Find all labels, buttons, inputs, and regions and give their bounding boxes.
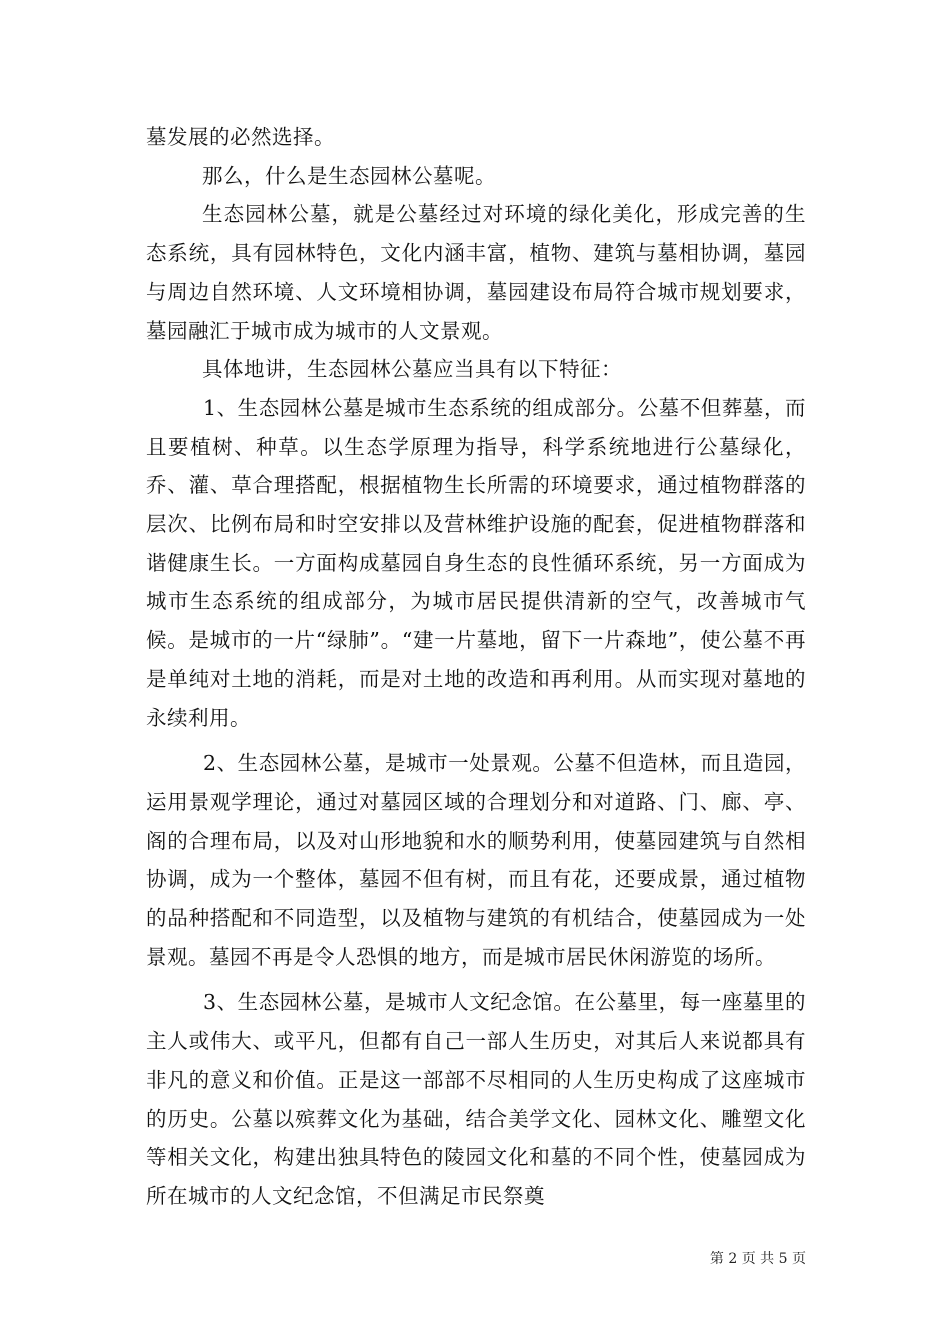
paragraph-features-intro: 具体地讲，生态园林公墓应当具有以下特征：	[202, 357, 622, 382]
paragraph-continuation: 墓发展的必然选择。	[146, 125, 335, 149]
page-number: 第 2 页 共 5 页	[709, 1251, 806, 1267]
body-text	[146, 118, 806, 1216]
paragraph-feature-2: 2、生态园林公墓，是城市一处景观。公墓不但造林，而且造园，运用景观学理论，通过对墓园区域的合理划分和对道路、门、廊、亭、阁的合理布局，以及对山形地貌和水的顺势利用，使墓园建筑与自然相协调，成为一个整体，墓园不但有树，而且有花，还要成景，通过植物的品种搭配和不同造型，以及植物与建筑的有机结合，使墓园成为一处景观。墓园不再是令人恐惧的地方，而是城市居民休闲游览的场所。	[146, 751, 806, 969]
page-footer	[0, 1248, 806, 1268]
paragraph-definition: 生态园林公墓，就是公墓经过对环境的绿化美化，形成完善的生态系统，具有园林特色，文化内涵丰富，植物、建筑与墓相协调，墓园与周边自然环境、人文环境相协调，墓园建设布局符合城市规划要求，墓园融汇于城市成为城市的人文景观。	[146, 202, 806, 343]
paragraph-feature-3: 3、生态园林公墓，是城市人文纪念馆。在公墓里，每一座墓里的主人或伟大、或平凡，但都有自己一部人生历史，对其后人来说都具有非凡的意义和价值。正是这一部部不尽相同的人生历史构成了这座城市的历史。公墓以殡葬文化为基础，结合美学文化、园林文化、雕塑文化等相关文化，构建出独具特色的陵园文化和墓的不同个性，使墓园成为所在城市的人文纪念馆，不但满足市民祭奠	[146, 990, 806, 1208]
paragraph-question: 那么，什么是生态园林公墓呢。	[202, 163, 496, 188]
paragraph-feature-1: 1、生态园林公墓是城市生态系统的组成部分。公墓不但葬墓，而且要植树、种草。以生态学原理为指导，科学系统地进行公墓绿化，乔、灌、草合理搭配，根据植物生长所需的环境要求，通过植物群落的层次、比例布局和时空安排以及营林维护设施的配套，促进植物群落和谐健康生长。一方面构成墓园自身生态的良性循环系统，另一方面成为城市生态系统的组成部分，为城市居民提供清新的空气，改善城市气候。是城市的一片“绿肺”。“建一片墓地，留下一片森地”，使公墓不再是单纯对土地的消耗，而是对土地的改造和再利用。从而实现对墓地的永续利用。	[146, 395, 806, 730]
